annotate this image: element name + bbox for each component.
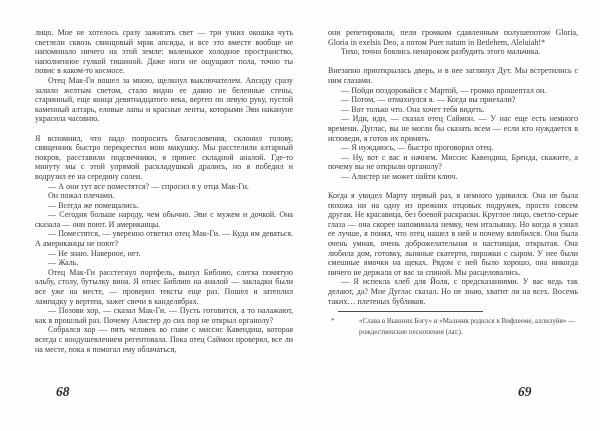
paragraph: — Жаль. bbox=[48, 258, 79, 268]
paragraph: Он пожал плечами. bbox=[48, 191, 115, 201]
paragraph: — Поместятся, — уверенно ответил отец Мак-Ги. — Куда им деваться. А американцы не поют? bbox=[35, 229, 293, 249]
paragraph: — Потом, — отмахнулся я. — Когда вы приехали? bbox=[341, 95, 516, 105]
paragraph: Отец Мак-Ги расстегнул портфель, вынул Библию, слегка помятую альбу, столу, бутылку вина. Я отнес Библию на аналой — закладки были все уже на месте, — проверил тексты еще раз. Пошел и затеплил лампадку у вертепа, зажег свечи в канделябрах. bbox=[35, 267, 293, 306]
paragraph: Когда я увидел Марту первый раз, я немного удивился. Она не была похожа ни на одну из прежних отцовых подружек, просто совсем другая. Не красавица, без боевой раскраски. Круглое лицо, светло-серые глаза — она скорее напоминала немку, чем итальянку. Но когда я узнал ее лучше, я понял, что отец нашел в ней и почему влюбился. Она была очень умная, очень доброжелательная и настоящая, открытая. Она любила дом, готовку, льняные скатерти, пирожки с сыром. У нее были смешные ямочки на щеках. Рядом с ней было хорошо, она никогда ничего не держала от вас за спиной. Мы расцеловались. bbox=[328, 191, 578, 277]
page-number-right: 69 bbox=[518, 384, 532, 399]
paragraph: — А они тут все поместятся? — спросил я у отца Мак-Ги. bbox=[48, 181, 249, 191]
paragraph: — Вот только что. Она хочет тебя видеть. bbox=[341, 104, 485, 114]
page-number-left: 68 bbox=[56, 384, 70, 399]
footnote-separator bbox=[338, 311, 483, 312]
paragraph: — Всегда же помещались. bbox=[48, 200, 139, 210]
paragraph: — Сегодня больше народу, чем обычно. Эви с мужем и дочкой. Она сказала — они поют. И американцы. bbox=[35, 210, 293, 229]
paragraph: — Не знаю. Наверное, нет. bbox=[48, 248, 141, 258]
paragraph: Внезапно приоткрылась дверь, и в нее заглянул Дут. Мы встретились с ним глазами. bbox=[328, 66, 578, 85]
paragraph: — Иди, иди, — сказал отец Саймон. — У нас еще есть немного времени. Дуглас, вы не могли бы сказать всем — если кто нуждается в исповеди, я готов их принять. bbox=[328, 114, 578, 143]
paragraph: — Пойди поздоровайся с Мартой, — громко прошептал он. bbox=[341, 85, 547, 95]
paragraph: — Ну, вот с вас и начнем. Миссис Кавендиш, Бренда, скажите, а почему вы не открыли органолу? bbox=[328, 152, 578, 172]
paragraph: — Я испекла хлеб для Йоля, с предсказаниями. У вас ведь так делают, да? Мне Дуглас сказал. Но не знаю, хватит ли на всех. Восемь таких… плетеных бубликов. bbox=[328, 277, 578, 306]
page-69-paragraphs bbox=[328, 28, 578, 306]
paragraph: Я вспомнил, что надо попросить благословения, склонил голову, священник быстро перекрестил мою макушку. Мы расстелили алтарный покров, расставили подсвечники, я принес складной аналой. Где-то минуту мы с этой упрямой раскладушкой дрались, но я победил и водрузил ее на середину солеи. bbox=[35, 133, 293, 181]
page-69-text-column bbox=[328, 28, 578, 338]
paragraph: они репетировали, пели громким сдавленным полушепотом Gloria, Gloria in exelsis Deo, а потом Puer natum in Betlehem, Aleluiah!* bbox=[328, 28, 578, 47]
page-68-text-column bbox=[35, 28, 293, 354]
paragraph: Тихо, точно боялись ненароком разбудить этого мальчика. bbox=[341, 47, 541, 57]
footnote-marker: * bbox=[331, 317, 335, 326]
paragraph: лицо. Мне не хотелось сразу зажигать свет — три узких окошка чуть светлели сквозь свинцовый мрак апсиды, и все это вместе вообще не напоминало ничего на этой земле: маленькое холодное пространство, наполненное гулкой тишиной. Даже ноги не ощущают пола, точно ты повис в каком-то космосе. bbox=[35, 28, 293, 76]
paragraph: Собрался хор — пять человек во главе с миссис Кавендиш, которая всегда с воодушевлением регентовала. Пока отец Саймон проверял, все ли на месте, пока я помогал ему облачаться, bbox=[35, 325, 293, 354]
paragraph: — Я нуждаюсь, — быстро проговорил отец. bbox=[341, 143, 494, 153]
footnote-row bbox=[328, 316, 578, 338]
paragraph: — Позови хор, — сказал Мак-Ги. — Пусть готовится, а то налажают, как в прошлый раз. Почему Алистер до сих пор не открыл органолу? bbox=[35, 306, 293, 325]
footnote bbox=[328, 311, 578, 338]
footnote-text: «Слава в Вышних Богу» и «Мальчик родился в Вифлееме, аллилуйя» — рождественские песнопения (лат.). bbox=[359, 317, 576, 337]
paragraph: — Алистер не может найти ключ. bbox=[341, 171, 458, 181]
paragraph: Отец Мак-Ги вошел за мною, щелкнул выключателем. Апсиду сразу залило желтым светом, стало видно ее давно не беленные стены, старинный, еще конца девятнадцатого века, вертеп по левую руку, пустой каменный алтарь, еловые лапы и красные ленты, которыми Эви накануне украсила часовню. bbox=[35, 75, 293, 124]
